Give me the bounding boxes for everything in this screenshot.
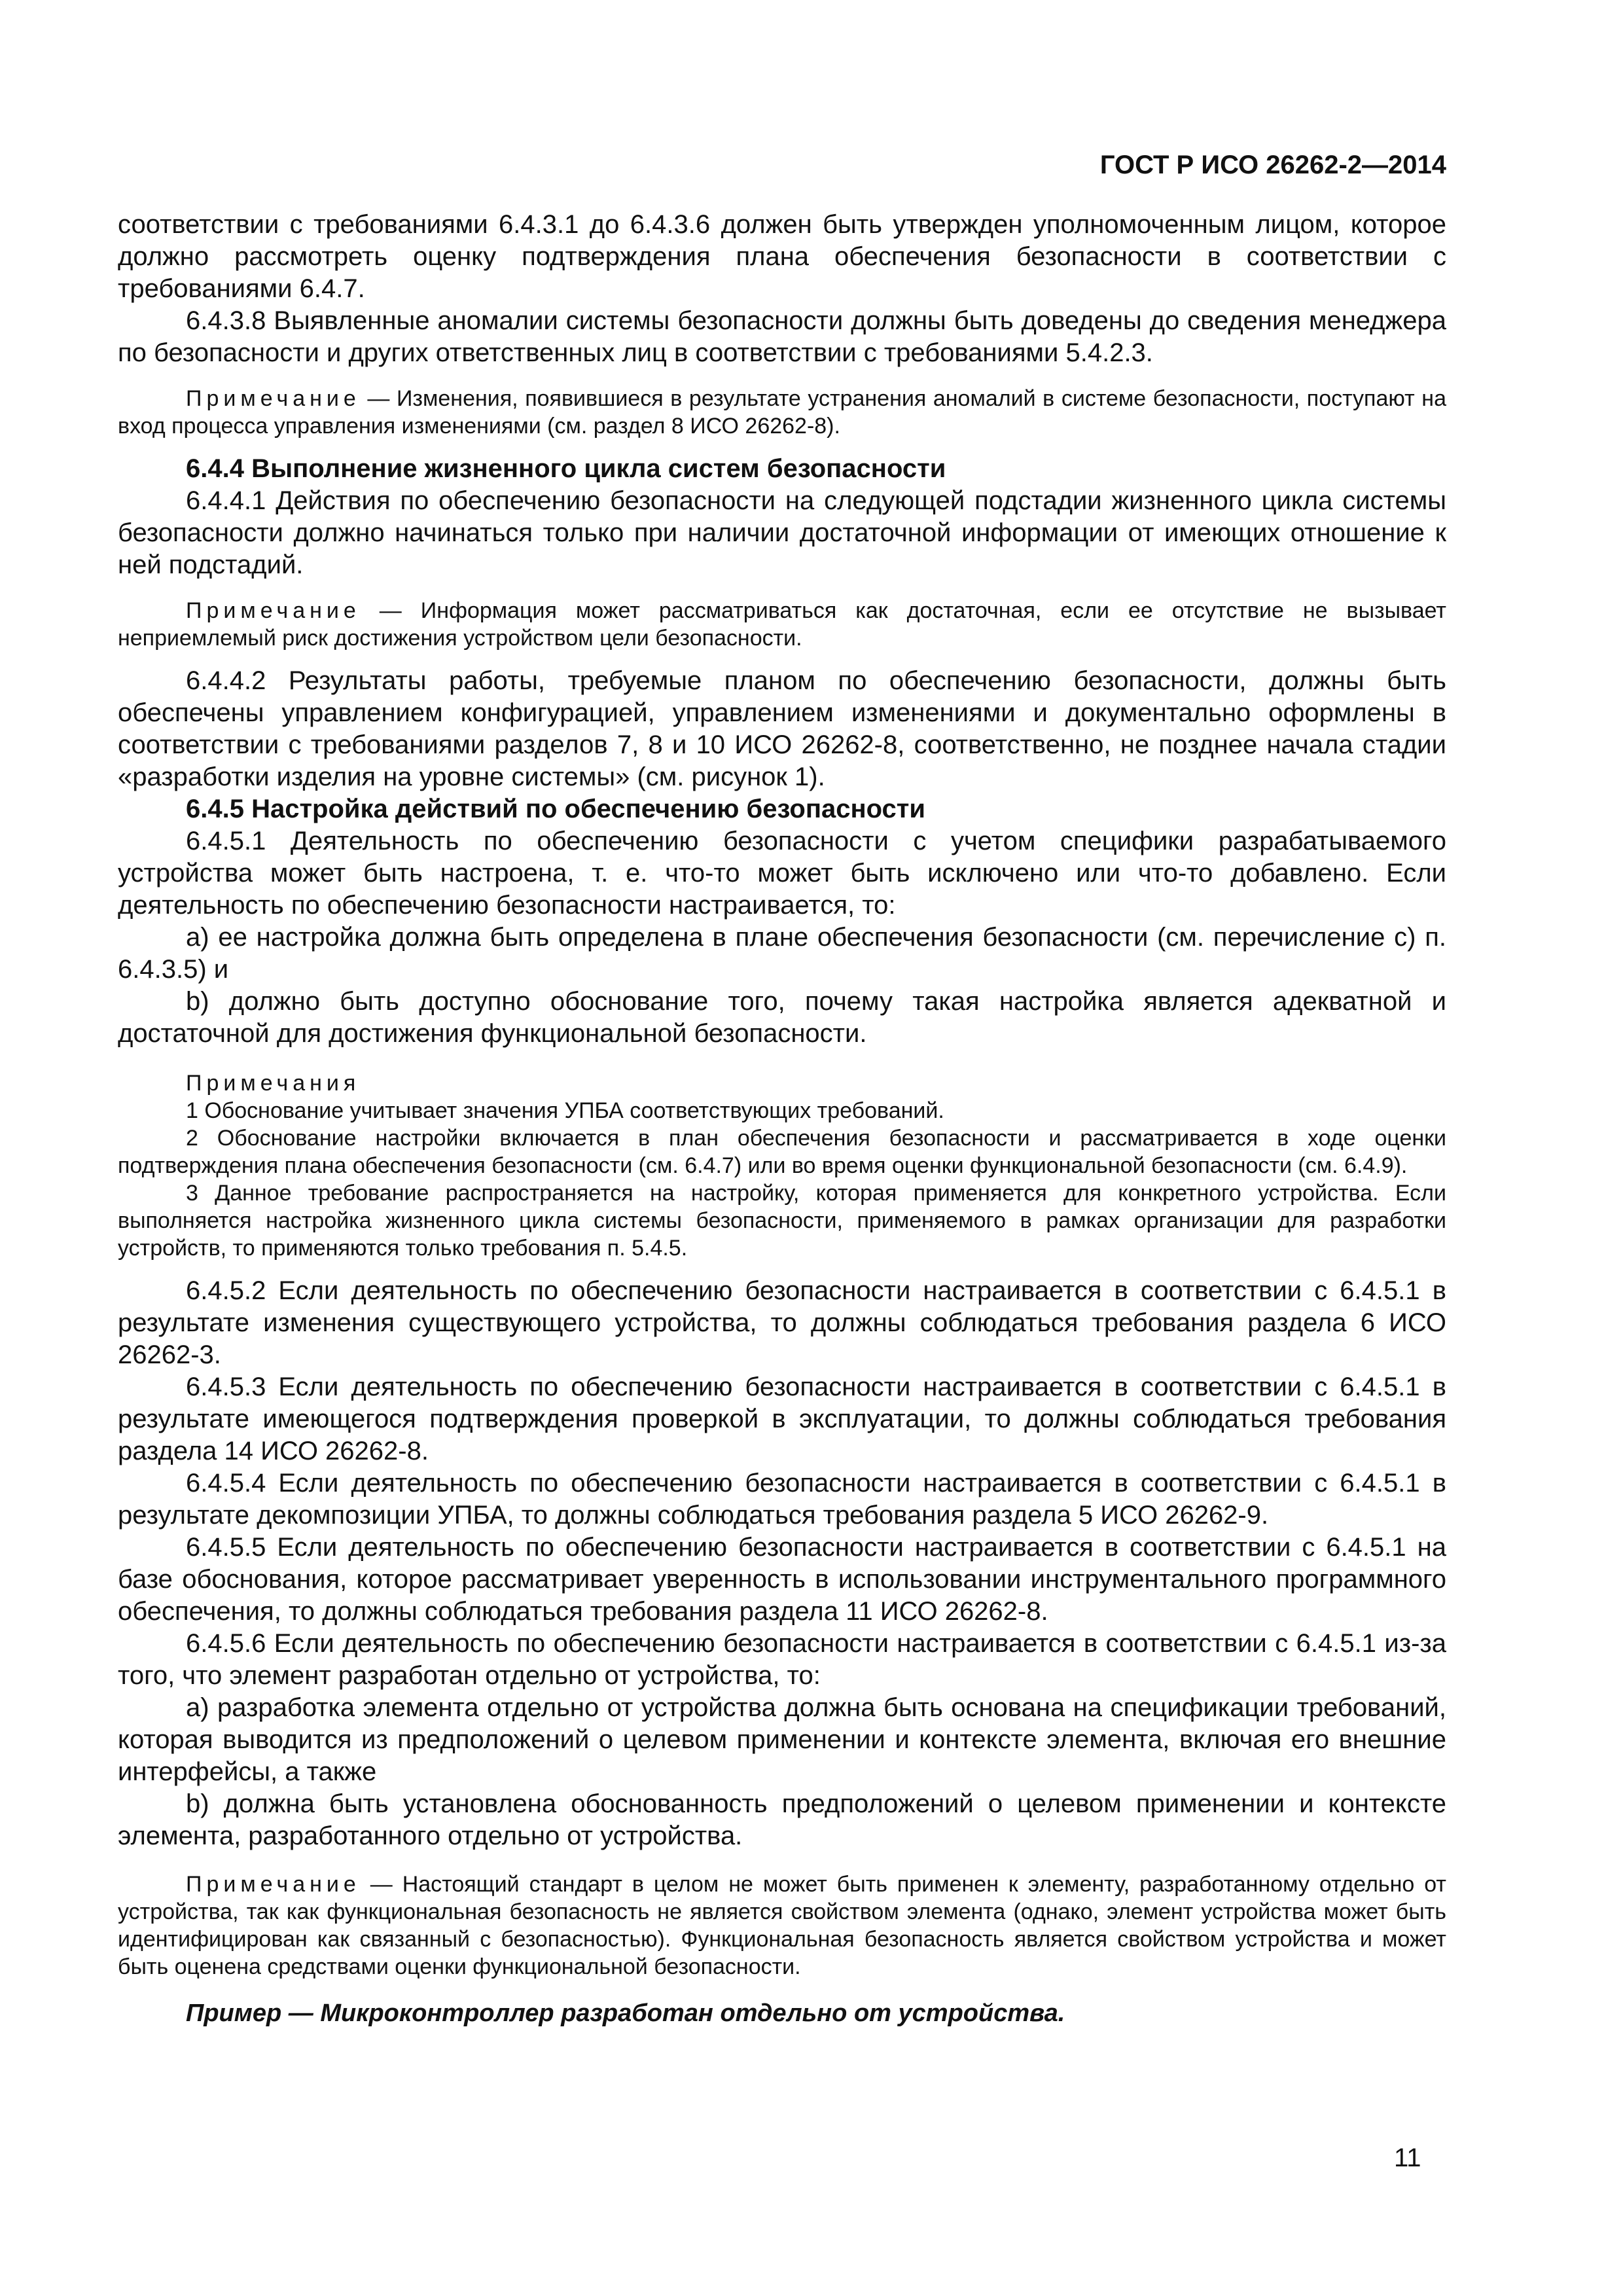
document-header: ГОСТ Р ИСО 26262-2—2014 xyxy=(1099,151,1446,179)
paragraph-6-4-5-4: 6.4.5.4 Если деятельность по обеспечению безопасности настраивается в соответствии с 6.4.5.1 в результате декомпозиции УПБА, то должны соблюдаться требования раздела 5 ИСО 26262-9. xyxy=(118,1469,1446,1530)
note-text: — Настоящий стандарт в целом не может быть применен к элементу, разработанному отдельно от устройства, так как функциональная безопасность не является свойством элемента (однако, элемент устройства может быть идентифицирован как связанный с безопасностью). Функциональная безопасность является свойством устройства и может быть оценена средствами оценки функциональной безопасности. xyxy=(118,1872,1446,1979)
note-information xyxy=(118,597,1446,652)
notes-block xyxy=(118,1069,1446,1262)
list-item-a: a) ее настройка должна быть определена в плане обеспечения безопасности (см. перечисление c) п. 6.4.3.5) и xyxy=(118,923,1446,984)
note-1: 1 Обоснование учитывает значения УПБА соответствующих требований. xyxy=(186,1098,944,1123)
paragraph-6-4-4-1: 6.4.4.1 Действия по обеспечению безопасности на следующей подстадии жизненного цикла системы безопасности должно начинаться только при наличии достаточной информации от имеющих отношение к ней подстадий. xyxy=(118,486,1446,579)
example-text: Пример — Микроконтроллер разработан отдельно от устройства. xyxy=(186,2000,1065,2027)
note-text: — Информация может рассматриваться как достаточная, если ее отсутствие не вызывает неприемлемый риск достижения устройством цели безопасности. xyxy=(118,598,1446,651)
paragraph-6-4-5-3: 6.4.5.3 Если деятельность по обеспечению безопасности настраивается в соответствии с 6.4.5.1 в результате имеющегося подтверждения проверкой в эксплуатации, то должны соблюдаться требования раздела 14 ИСО 26262-8. xyxy=(118,1372,1446,1465)
section-heading-6-4-4: 6.4.4 Выполнение жизненного цикла систем безопасности xyxy=(186,454,946,483)
note-label: Примечание xyxy=(186,1872,361,1897)
page-number: 11 xyxy=(1394,2144,1421,2172)
list-item-b: b) должно быть доступно обоснование того, почему такая настройка является адекватной и достаточной для достижения функциональной безопасности. xyxy=(118,987,1446,1048)
list-item-a: a) разработка элемента отдельно от устройства должна быть основана на спецификации требований, которая выводится из предположений о целевом применении и контексте элемента, включая его внешние интерфейсы, а также xyxy=(118,1693,1446,1786)
section-heading-6-4-5: 6.4.5 Настройка действий по обеспечению безопасности xyxy=(186,795,925,823)
note-label: Примечание xyxy=(186,386,361,411)
list-item-b: b) должна быть установлена обоснованность предположений о целевом применении и контексте элемента, разработанного отдельно от устройства. xyxy=(118,1789,1446,1850)
note-3: 3 Данное требование распространяется на настройку, которая применяется для конкретного устройства. Если выполняется настройка жизненного цикла системы безопасности, применяемого в рамках организации для разработки устройств, то применяются только требования п. 5.4.5. xyxy=(118,1181,1446,1261)
paragraph-6-4-5-5: 6.4.5.5 Если деятельность по обеспечению безопасности настраивается в соответствии с 6.4.5.1 на базе обоснования, которое рассматривает уверенность в использовании инструментального программного обеспечения, то должны соблюдаться требования раздела 11 ИСО 26262-8. xyxy=(118,1533,1446,1626)
note-text: — Изменения, появившиеся в результате устранения аномалий в системе безопасности, поступают на вход процесса управления изменениями (см. раздел 8 ИСО 26262-8). xyxy=(118,386,1446,439)
paragraph-6-4-4-2: 6.4.4.2 Результаты работы, требуемые планом по обеспечению безопасности, должны быть обеспечены управлением конфигурацией, управлением изменениями и документально оформлены в соответствии с требованиями разделов 7, 8 и 10 ИСО 26262-8, соответственно, не позднее начала стадии «разработки изделия на уровне системы» (см. рисунок 1). xyxy=(118,666,1446,791)
paragraph-6-4-5-6: 6.4.5.6 Если деятельность по обеспечению безопасности настраивается в соответствии с 6.4.5.1 из-за того, что элемент разработан отдельно от устройства, то: xyxy=(118,1629,1446,1690)
notes-label: Примечания xyxy=(186,1071,361,1096)
paragraph-6-4-5-1: 6.4.5.1 Деятельность по обеспечению безопасности с учетом специфики разрабатываемого устройства может быть настроена, т. е. что-то может быть исключено или что-то добавлено. Если деятельность по обеспечению безопасности настраивается, то: xyxy=(118,827,1446,920)
paragraph-continuation: соответствии с требованиями 6.4.3.1 до 6.4.3.6 должен быть утвержден уполномоченным лицом, которое должно рассмотреть оценку подтверждения плана обеспечения безопасности в соответствии с требованиями 6.4.7. xyxy=(118,210,1446,303)
note-2: 2 Обоснование настройки включается в план обеспечения безопасности и рассматривается в ходе оценки подтверждения плана обеспечения безопасности (см. 6.4.7) или во время оценки функциональной безопасности (см. 6.4.9). xyxy=(118,1126,1446,1178)
document-page xyxy=(118,151,1446,2030)
note-anomalies xyxy=(118,385,1446,440)
paragraph-6-4-5-2: 6.4.5.2 Если деятельность по обеспечению безопасности настраивается в соответствии с 6.4.5.1 в результате изменения существующего устройства, то должны соблюдаться требования раздела 6 ИСО 26262-3. xyxy=(118,1276,1446,1369)
paragraph-6-4-3-8: 6.4.3.8 Выявленные аномалии системы безопасности должны быть доведены до сведения менеджера по безопасности и других ответственных лиц в соответствии с требованиями 5.4.2.3. xyxy=(118,306,1446,367)
note-element xyxy=(118,1871,1446,1981)
note-label: Примечание xyxy=(186,598,361,623)
